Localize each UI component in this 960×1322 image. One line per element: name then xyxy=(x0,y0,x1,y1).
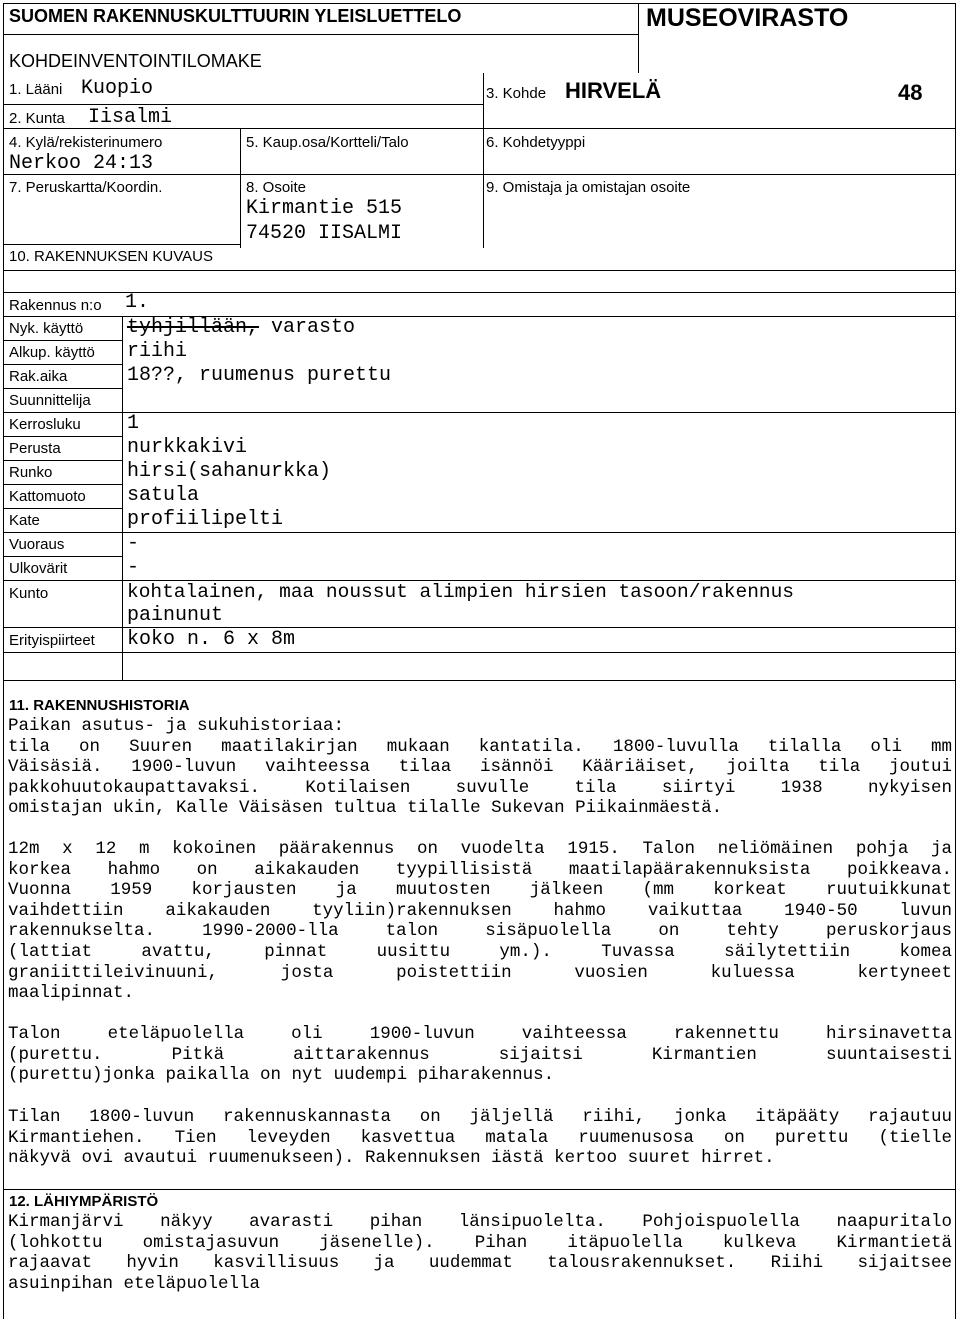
row-value-kunto-line2: painunut xyxy=(127,604,224,627)
row-label-kunto: Kunto xyxy=(9,585,49,602)
row-value-runko: hirsi(sahanurkka) xyxy=(127,460,332,483)
kohdetyyppi-label: 6. Kohdetyyppi xyxy=(486,134,586,151)
text-line: korkea hahmo on aikakauden tyypillisistä maatilapäärakennuksista poikkeava. xyxy=(8,859,952,880)
history-paragraph-1 xyxy=(8,716,952,819)
text-line: omistajan ukin, Kalle Väisäsen tultua tilalle Sukevan Piikainmäestä. xyxy=(8,798,723,819)
kyla-value: Nerkoo 24:13 xyxy=(9,152,154,175)
row-value-erityispiirteet: koko n. 6 x 8m xyxy=(127,628,296,651)
history-paragraph-3 xyxy=(8,1024,952,1086)
text-line: näkyvä ovi avautui ruumenukseen). Rakennuksen iästä kertoo suuret hirret. xyxy=(8,1148,775,1169)
row-value-vuoraus: - xyxy=(127,532,140,555)
row-value-alkup-kaytto: riihi xyxy=(127,340,188,363)
current-value: varasto xyxy=(259,316,356,339)
row-label-kate: Kate xyxy=(9,512,40,529)
text-line: Vuonna 1959 korjausten ja muutosten jälkeen (mm korkeat ruutuikkunat xyxy=(8,880,952,901)
text-line: (lattiat avattu, pinnat uusittu ym.). Tuvassa säilytettiin komea xyxy=(8,941,952,962)
row-value-kunto: kohtalainen, maa noussut alimpien hirsien tasoon/rakennus xyxy=(127,581,795,603)
text-line: graniittileivinuuni, josta poistettiin vuosien kuluessa kertyneet xyxy=(8,962,952,983)
kunta-value: Iisalmi xyxy=(88,106,173,129)
text-line: 12m x 12 m kokoinen päärakennus on vuodelta 1915. Talon neliömäinen pohja ja xyxy=(8,839,952,859)
text-line: Väisäsiä. 1900-luvun vaihteessa tilaa isännöi Kääriäiset, joilta tila joutui xyxy=(8,757,952,778)
row-label-runko: Runko xyxy=(9,464,53,481)
row-value-rak-aika: 18??, ruumenus purettu xyxy=(127,364,392,387)
kaup-label: 5. Kaup.osa/Kortteli/Talo xyxy=(246,134,409,151)
text-line: Kirmantiehen. Tien leveyden kasvettua matala ruumenusosa on purettu (tielle xyxy=(8,1127,952,1148)
kunta-label: 2. Kunta xyxy=(9,110,65,127)
row-label-alkup-kaytto: Alkup. käyttö xyxy=(9,344,95,361)
text-line: Paikan asutus- ja sukuhistoriaa: xyxy=(8,716,345,736)
text-line: Kirmanjärvi näkyy avarasti pihan länsipuolelta. Pohjoispuolella naapuritalo xyxy=(8,1212,952,1232)
kohde-value: HIRVELÄ xyxy=(565,78,662,103)
row-value-ulkovarit: - xyxy=(127,556,140,579)
laani-value: Kuopio xyxy=(81,77,154,100)
history-paragraph-4 xyxy=(8,1107,952,1169)
registry-title: SUOMEN RAKENNUSKULTTUURIN YLEISLUETTELO xyxy=(9,6,462,26)
text-line: (lohkottu omistajasuvun jäsenelle). Pihan itäpuolella kulkeva Kirmantietä xyxy=(8,1232,952,1253)
row-value-perusta: nurkkakivi xyxy=(127,436,248,459)
org-name: MUSEOVIRASTO xyxy=(646,4,849,32)
text-line: pakkohuutokaupattavaksi. Kotilaisen suvulle tila siirtyi 1938 nykyisen xyxy=(8,777,952,798)
kyla-label: 4. Kylä/rekisterinumero xyxy=(9,134,163,151)
rakennus-value: 1. xyxy=(125,291,150,314)
row-label-rak-aika: Rak.aika xyxy=(9,368,68,385)
environment-heading: 12. LÄHIYMPÄRISTÖ xyxy=(9,1193,159,1210)
osoite-line2: 74520 IISALMI xyxy=(246,222,403,245)
text-line: rajaavat hyvin kasvillisuus ja uudemmat talousrakennukset. Riihi sijaitsee xyxy=(8,1253,952,1274)
history-paragraph-2 xyxy=(8,839,952,1004)
row-label-perusta: Perusta xyxy=(9,440,61,457)
row-label-kattomuoto: Kattomuoto xyxy=(9,488,86,505)
text-line: Talon eteläpuolella oli 1900-luvun vaihteessa rakennettu hirsinavetta xyxy=(8,1024,952,1044)
text-line: asuinpihan eteläpuolella xyxy=(8,1273,261,1294)
text-line: vaihdettiin aikakauden tyyliin)rakennuksen hahmo vaikuttaa 1940-50 luvun xyxy=(8,900,952,921)
row-value-kattomuoto: satula xyxy=(127,484,200,507)
peruskartta-label: 7. Peruskartta/Koordin. xyxy=(9,179,163,196)
row-label-erityispiirteet: Erityispiirteet xyxy=(9,632,95,649)
osoite-label: 8. Osoite xyxy=(246,179,307,196)
row-value-kerrosluku: 1 xyxy=(127,412,140,435)
text-line: Tilan 1800-luvun rakennuskannasta on jäljellä riihi, jonka itäpääty rajautuu xyxy=(8,1107,952,1127)
environment-paragraph xyxy=(8,1212,952,1294)
kuvaus-label: 10. RAKENNUKSEN KUVAUS xyxy=(9,248,213,265)
row-label-vuoraus: Vuoraus xyxy=(9,536,65,553)
kohde-label: 3. Kohde xyxy=(486,85,547,102)
row-label-kerrosluku: Kerrosluku xyxy=(9,416,81,433)
row-value-nyk-kaytto xyxy=(127,316,355,339)
row-label-nyk-kaytto: Nyk. käyttö xyxy=(9,320,84,337)
kohde-number: 48 xyxy=(898,80,923,105)
row-value-kate: profiilipelti xyxy=(127,508,284,531)
osoite-line1: Kirmantie 515 xyxy=(246,197,403,220)
history-heading: 11. RAKENNUSHISTORIA xyxy=(9,697,190,714)
rakennus-label: Rakennus n:o xyxy=(9,297,102,314)
struck-value: tyhjillään, xyxy=(127,316,260,339)
laani-label: 1. Lääni xyxy=(9,81,63,98)
text-line: tila on Suuren maatilakirjan mukaan kantatila. 1800-luvulla tilalla oli mm xyxy=(8,736,952,757)
form-name: KOHDEINVENTOINTILOMAKE xyxy=(9,51,262,71)
row-label-ulkovarit: Ulkovärit xyxy=(9,560,68,577)
omistaja-label: 9. Omistaja ja omistajan osoite xyxy=(486,179,691,196)
text-line: (purettu. Pitkä aittarakennus sijaitsi Kirmantien suuntaisesti xyxy=(8,1044,952,1065)
row-label-suunnittelija: Suunnittelija xyxy=(9,392,91,409)
text-line: maalipinnat. xyxy=(8,983,135,1004)
text-line: (purettu)jonka paikalla on nyt uudempi piharakennus. xyxy=(8,1065,555,1086)
text-line: rakennukselta. 1990-2000-lla talon sisäpuolella on tehty peruskorjaus xyxy=(8,921,952,942)
